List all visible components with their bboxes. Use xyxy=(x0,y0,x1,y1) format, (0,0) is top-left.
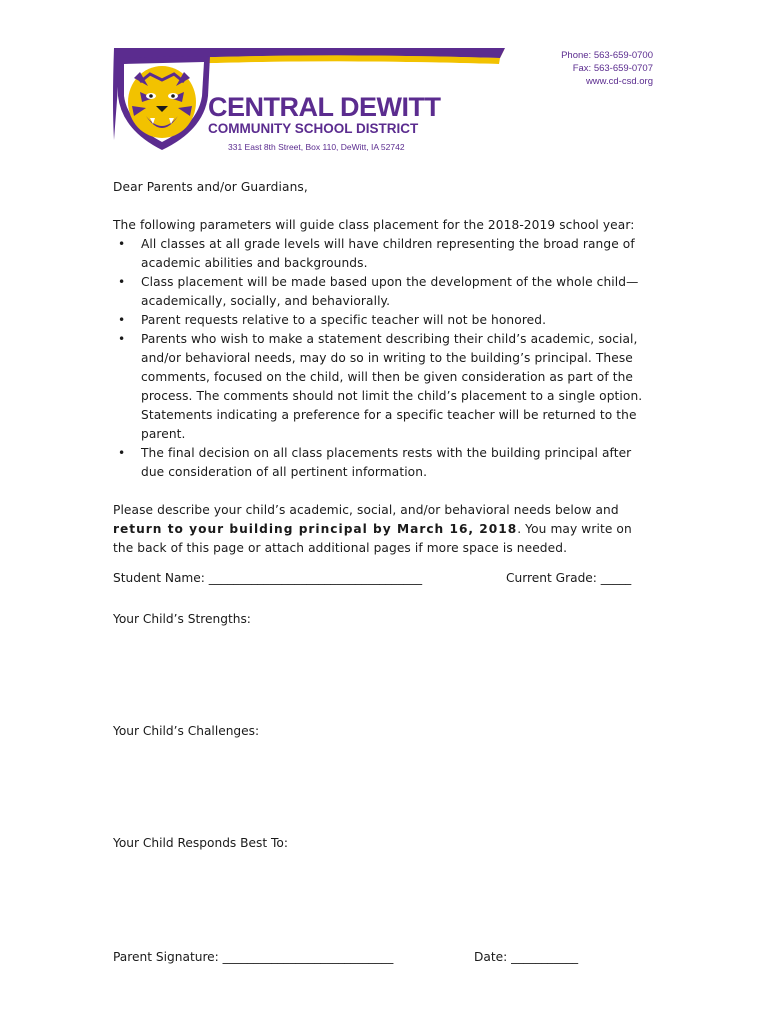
instruction-paragraph xyxy=(113,501,653,558)
district-address: 331 East 8th Street, Box 110, DeWitt, IA 52742 xyxy=(228,142,405,152)
instruction-text: Please describe your child’s academic, social, and/or behavioral needs below and xyxy=(113,503,619,517)
list-item: • The final decision on all class placements rests with the building principal after due consideration of all pertinent information. xyxy=(113,444,653,482)
student-name-field[interactable]: Student Name: ___________________________________ xyxy=(113,571,423,585)
salutation: Dear Parents and/or Guardians, xyxy=(113,180,308,194)
list-item: • Parent requests relative to a specific teacher will not be honored. xyxy=(113,311,653,330)
fax-number: Fax: 563-659-0707 xyxy=(572,63,653,74)
current-grade-field[interactable]: Current Grade: _____ xyxy=(506,571,632,585)
placement-parameters-list xyxy=(113,235,653,482)
letter-body xyxy=(113,178,653,558)
phone-number: Phone: 563-659-0700 xyxy=(561,50,653,61)
list-item: • Parents who wish to make a statement describing their child’s academic, social, and/or behavioral needs, may do so in writing to the building’s principal. These comments, focused on the child, will then be given consideration as part of the process. The comments should not limit the child’s placement to a single option. Statements indicating a preference for a specific teacher will be returned to the parent. xyxy=(113,330,653,444)
challenges-label: Your Child’s Challenges: xyxy=(113,724,260,738)
list-item: • All classes at all grade levels will have children representing the broad range of academic abilities and backgrounds. xyxy=(113,235,653,273)
instruction-text-end: . You may write on the back of this page or attach additional pages if more space is needed. xyxy=(113,522,632,555)
district-name: CENTRAL DEWITT xyxy=(208,92,441,122)
strengths-label: Your Child’s Strengths: xyxy=(113,612,251,626)
intro-paragraph: The following parameters will guide class placement for the 2018-2019 school year: xyxy=(113,218,635,232)
website-link[interactable]: www.cd-csd.org xyxy=(585,76,653,87)
district-subtitle: COMMUNITY SCHOOL DISTRICT xyxy=(208,121,419,136)
parent-signature-field[interactable]: Parent Signature: ____________________________ xyxy=(113,950,394,964)
contact-info xyxy=(561,49,653,88)
date-field[interactable]: Date: ___________ xyxy=(474,950,579,964)
responds-best-label: Your Child Responds Best To: xyxy=(113,836,288,850)
deadline-text: return to your building principal by March 16, 2018 xyxy=(113,522,518,536)
letterhead xyxy=(0,0,770,160)
list-item: • Class placement will be made based upon the development of the whole child—academically, socially, and behaviorally. xyxy=(113,273,653,311)
